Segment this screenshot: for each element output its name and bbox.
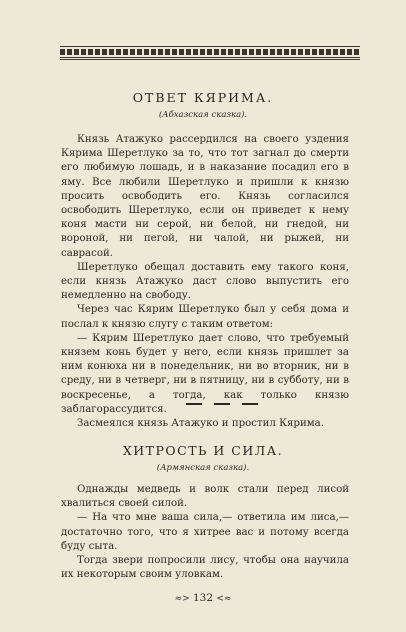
page-number: 132 bbox=[192, 592, 214, 604]
page-footer bbox=[0, 592, 406, 604]
story-subtitle: (Абхазская сказка). bbox=[158, 110, 248, 120]
header-ornament bbox=[60, 46, 360, 58]
paragraph: Князь Атажуко рассердился на своего уздения Кярима Шеретлуко за то, что тот загнал до смерти его любимую лошадь, и в наказание посадил его в яму. Все любили Шеретлуко и пришли к князю просить освободить его. Князь согласился освободить Шеретлуко, если он приведет к нему коня масти ни серой, ни белой, ни гнедой, ни вороной, ни пегой, ни чалой, ни рыжей, ни саврасой. bbox=[61, 134, 349, 259]
section-divider bbox=[186, 403, 258, 405]
paragraph: — Кярим Шеретлуко дает слово, что требуемый князем конь будет у него, если князь пришлет за ним конюха ни в понедельник, ни во вторник, ни в среду, ни в четверг, ни в пятницу, ни в субботу, ни в воскресенье, а тогда, как только князю заблагорассудится. bbox=[61, 332, 349, 415]
story-subtitle: (Армянская сказка). bbox=[156, 463, 250, 473]
paragraph: Однажды медведь и волк стали перед лисой хвалиться своей силой. bbox=[61, 484, 349, 510]
story-title: ХИТРОСТЬ И СИЛА. bbox=[122, 443, 284, 458]
flourish-right-icon: <≈ bbox=[216, 594, 232, 604]
paragraph: — На что мне ваша сила,— ответила им лиса,— достаточно того, что я хитрее вас и потому всегда буду сыта. bbox=[61, 512, 349, 552]
story-body bbox=[61, 483, 349, 582]
paragraph: Тогда звери попросили лису, чтобы она научила их некоторым своим уловкам. bbox=[61, 555, 349, 581]
paragraph: Шеретлуко обещал доставить ему такого коня, если князь Атажуко даст слово выпустить его немедленно на свободу. bbox=[61, 261, 349, 302]
story-title: ОТВЕТ КЯРИМА. bbox=[132, 90, 274, 105]
paragraph: Через час Кярим Шеретлуко был у себя дома и послал к князю слугу с таким ответом: bbox=[61, 304, 349, 330]
paragraph: Засмеялся князь Атажуко и простил Кярима. bbox=[77, 418, 324, 430]
flourish-left-icon: ≈> bbox=[174, 594, 190, 604]
story-body bbox=[61, 133, 349, 431]
